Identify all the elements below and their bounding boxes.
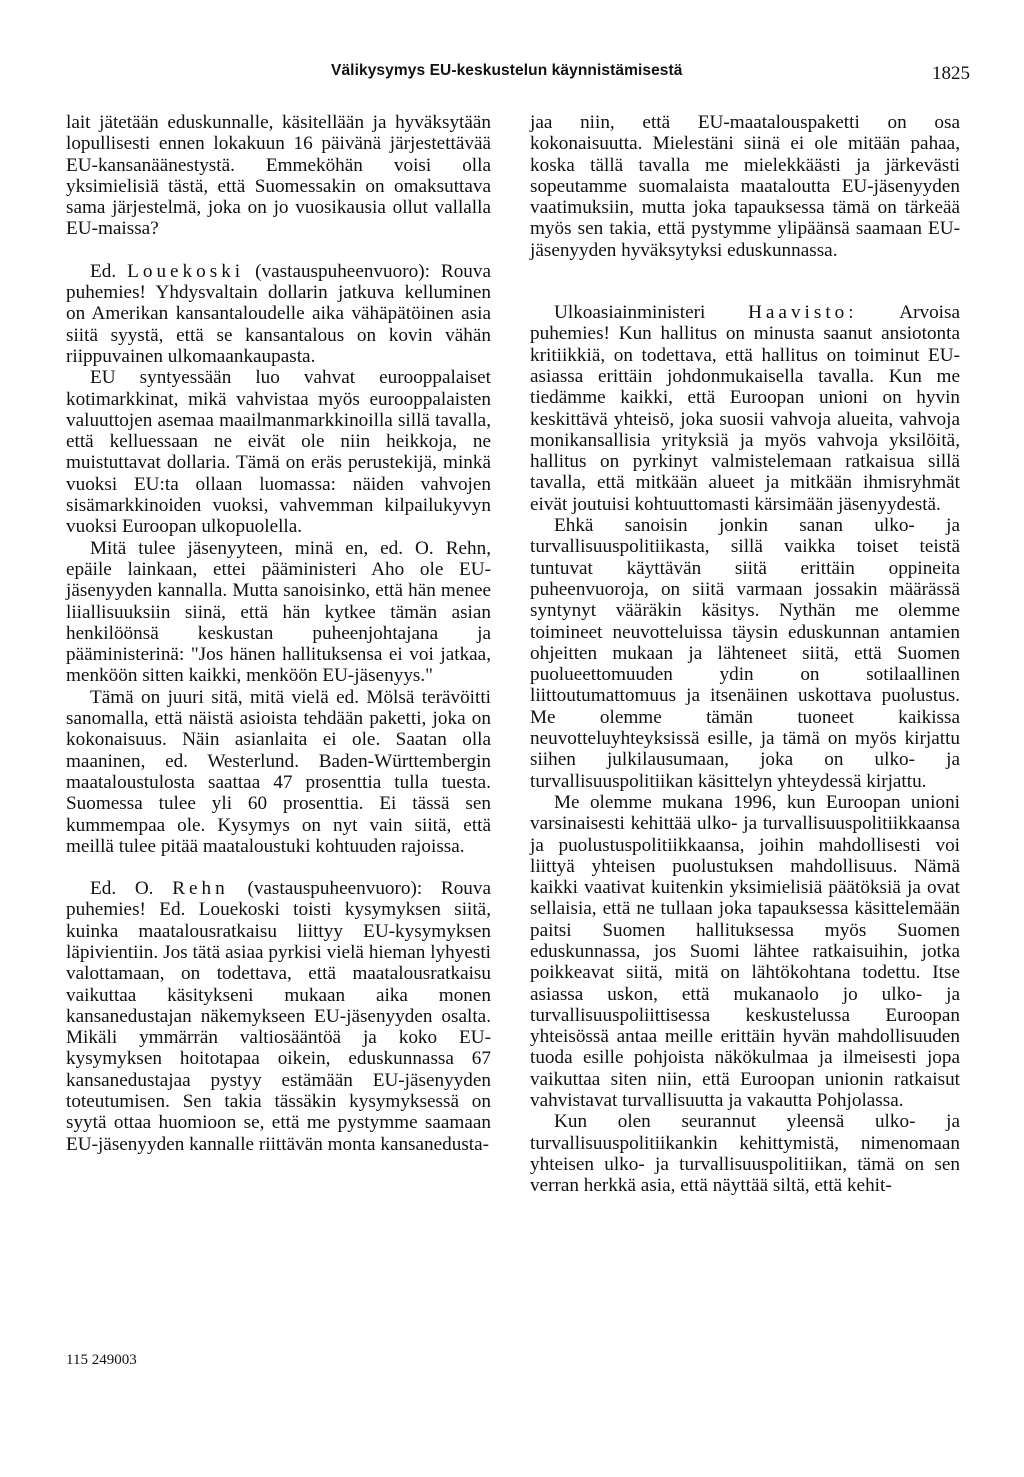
page-number: 1825 xyxy=(932,63,970,84)
paragraph: Kun olen seurannut yleensä ulko- ja turvallisuuspolitiikankin kehittymistä, nimenomaan yhteisen ulko- ja turvallisuuspolitiikan, tämä on sen verran herkkä asia, että näyttää siltä, että kehit- xyxy=(530,1111,960,1197)
running-title: Välikysymys EU-keskustelun käynnistämisestä xyxy=(331,62,683,79)
left-column xyxy=(66,112,491,1155)
paragraph: EU syntyessään luo vahvat eurooppalaiset kotimarkkinat, mikä vahvistaa myös eurooppalaisten valuuttojen asemaa maailmanmarkkinoilla sillä tavalla, että kelluessaan ne eivät ole niin heikkoja, ne muistuttavat dollaria. Tämä on eräs perustekijä, minkä vuoksi EU:ta ollaan luomassa: näiden vahvojen sisämarkkinoiden vuoksi, vahvemman kilpailukyvyn vuoksi Euroopan ulkopuolella. xyxy=(66,367,491,538)
paragraph: Mitä tulee jäsenyyteen, minä en, ed. O. Rehn, epäile lainkaan, ettei pääministeri Aho ole EU-jäsenyyden kannalla. Mutta sanoisinko, että hän menee liiallisuuksiin siinä, että hän kytkee tämän asian henkilöönsä keskustan puheenjohtajana ja pääministerinä: "Jos hänen hallituksensa ei voi jatkaa, menköön sitten kaikki, menköön EU-jäsenyys." xyxy=(66,537,491,687)
page-header xyxy=(0,62,1024,88)
paragraph-prefix: Ulkoasiainministeri xyxy=(554,302,706,324)
speaker-paragraph xyxy=(66,261,491,367)
paragraph: Ehkä sanoisin jonkin sanan ulko- ja turvallisuuspolitiikasta, sillä vaikka toiset teistä tuntuvat käyttävän siitä erittäin oppineita puheenvuoroja, on siitä varmaan jossakin määrässä syntynyt vääräkin käsitys. Nythän me olemme toimineet neuvotteluissa täysin eduskunnan antamien ohjeitten mukaan ja lähteneet siitä, että Suomen puolueettomuuden ydin on sotilaallinen liittoutumattomuus ja itsenäinen uskottava puolustus. Me olemme tämän tuoneet kaikissa neuvotteluyhteyksissä esille, ja tämä on myös kirjattu siihen julkilausumaan, joka on ulko- ja turvallisuuspolitiikan käsittelyn yhteydessä kirjattu. xyxy=(530,515,960,792)
paragraph-text: (vastauspuheenvuoro): Rouva puhemies! Yhdysvaltain dollarin jatkuva kelluminen on Amerikan kansantaloudelle aika vähäpätöinen asia siitä syystä, että se kansantalous on kovin vähän riippuvainen ulkomaankaupasta. xyxy=(66,260,491,367)
paragraph: jaa niin, että EU-maatalouspaketti on osa kokonaisuutta. Mielestäni siinä ei ole mitään pahaa, koska tällä tavalla me mielekkäästi ja järkevästi sopeutamme suomalaista maataloutta EU-jäsenyyden vaatimuksiin, mutta joka tapauksessa tämä on tärkeää myös sen takia, että pystymme ylipäänsä saamaan EU-jäsenyyden hyväksytyksi eduskunnassa. xyxy=(530,112,960,261)
paragraph-prefix: Ed. O. xyxy=(90,878,154,900)
paragraph: Me olemme mukana 1996, kun Euroopan unioni varsinaisesti kehittää ulko- ja turvallisuuspolitiikkaansa ja puolustuspolitiikkaansa, joihin mahdollisesti voi liittyä yhteisen puolustuksen mahdollisuus. Nämä kaikki vaativat kuitenkin yksimielisiä päätöksiä ja ovat sellaisia, että ne tullaan joka tapauksessa käsittelemään paitsi Suomen hallituksessa myös Suomen eduskunnassa, jos Suomi lähtee ratkaisuihin, jotka poikkeavat siitä, mitä on lähtökohtana todettu. Itse asiassa uskon, että mukanaolo jo ulko- ja turvallisuuspoliittisessa keskustelussa Euroopan yhteisössä antaa meille erittäin hyvän mahdollisuuden tuoda esille pohjoista näkökulmaa ja ilmeisesti jopa vaikuttaa siten niin, että Euroopan unionin ratkaisut vahvistavat turvallisuutta ja vakautta Pohjolassa. xyxy=(530,791,960,1112)
speaker-name: Rehn xyxy=(172,878,229,900)
speaker-name: Haavisto: xyxy=(748,302,858,324)
right-column xyxy=(530,112,960,1197)
paragraph-text: (vastauspuheenvuoro): Rouva puhemies! Ed. Louekoski toisti kysymyksen siitä, kuinka maatalousratkaisu liittyy EU-kysymyksen läpivientiin. Jos tätä asiaa pyrkisi vielä hieman lyhyesti valottamaan, on todettava, että maatalousratkaisu vaikuttaa käsitykseni mukaan aika monen kansanedustajan näkemykseen EU-jäsenyyden osalta. Mikäli ymmärrän valtiosääntöä ja koko EU-kysymyksen hoitotapaa oikein, eduskunnassa 67 kansanedustajaa pystyy estämään EU-jäsenyyden toteutumisen. Sen takia tässäkin kysymyksessä on syytä ottaa huomioon se, että me pystymme saamaan EU-jäsenyyden kannalle riittävän monta kansanedusta- xyxy=(66,878,492,1155)
paragraph: Tämä on juuri sitä, mitä vielä ed. Mölsä terävöitti sanomalla, että näistä asioista tehdään paketti, joka on kokonaisuus. Näin asianlaita ei ole. Saatan olla maaninen, ed. Westerlund. Baden-Württembergin maataloustulosta saattaa 47 prosenttia tulla tuesta. Suomessa tulee yli 60 prosenttia. Ei tässä sen kummempaa ole. Kysymys on nyt vain siitä, että meillä tulee pitää maataloustuki kohtuuden rajoissa. xyxy=(66,686,491,857)
paragraph-text: Arvoisa puhemies! Kun hallitus on minusta saanut ansiotonta kritiikkiä, on todettava, että hallitus on toiminut EU-asiassa erittäin johdonmukaisella tavalla. Kun me tiedämme kaikki, että Euroopan unioni on hyvin keskittävä yhteisö, joka suosii vahvoja alueita, vahvoja monikansallisia yrityksiä ja myös vahvoja yksilöitä, hallitus on pyrkinyt valmistelemaan ratkaisua sillä tavalla, että mitkään alueet ja mitkään ihmisryhmät eivät joutuisi kohtuuttomasti kärsimään jäsenyydestä. xyxy=(530,302,960,515)
paragraph: lait jätetään eduskunnalle, käsitellään ja hyväksytään lopullisesti ennen lokakuun 16 päivänä järjestettävää EU-kansanäänestystä. Emmeköhän voisi olla yksimielisiä tästä, että Suomessakin on omaksuttava sama järjestelmä, joka on jo vuosikausia ollut vallalla EU-maissa? xyxy=(66,112,491,240)
speaker-paragraph xyxy=(66,878,491,1155)
speaker-paragraph xyxy=(530,302,960,515)
print-code: 115 249003 xyxy=(66,1352,137,1368)
paragraph-prefix: Ed. xyxy=(90,260,117,282)
speaker-name: Louekoski xyxy=(127,260,245,282)
